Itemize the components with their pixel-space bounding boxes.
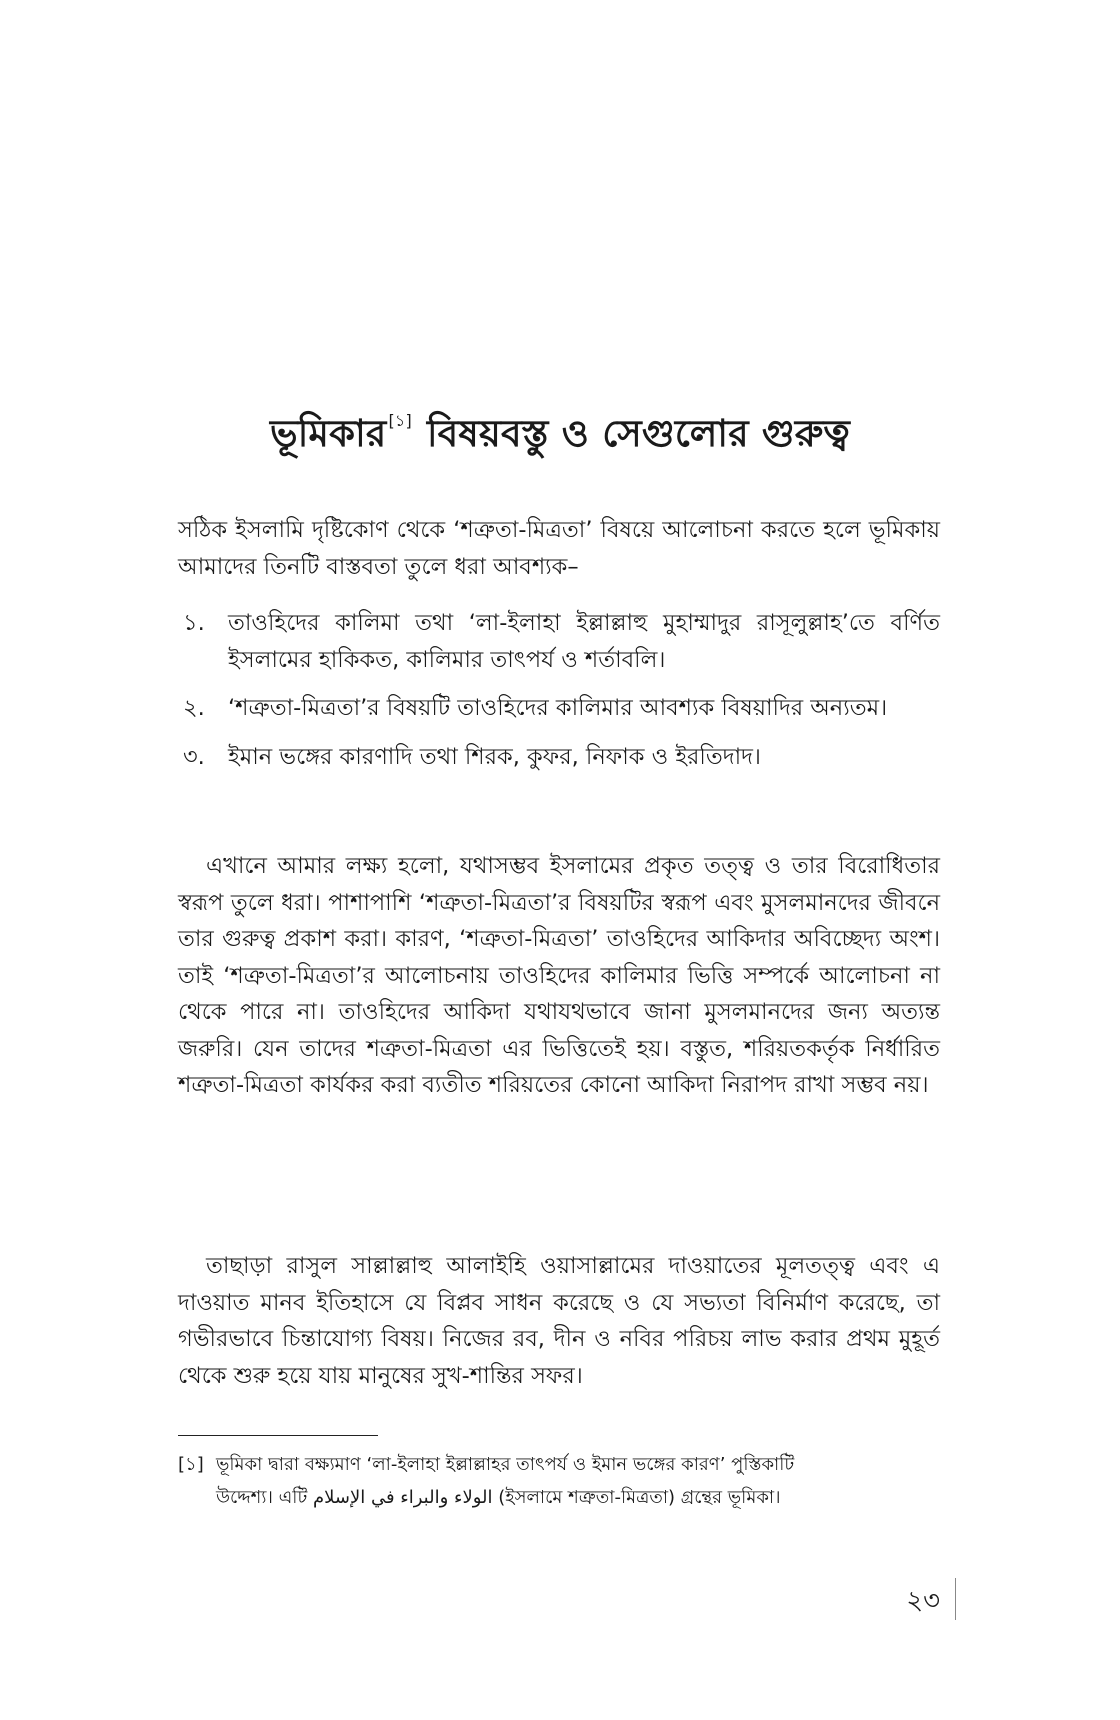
footnote-divider bbox=[178, 1435, 378, 1436]
list-item bbox=[183, 605, 940, 678]
footnote bbox=[178, 1448, 940, 1514]
body-paragraph-2: তাছাড়া রাসুল সাল্লাল্লাহু আলাইহি ওয়াসাল্লামের দাওয়াতের মূলতত্ত্ব এবং এ দাওয়াত মানব ইতিহাসে যে বিপ্লব সাধন করেছে ও যে সভ্যতা বিনির্মাণ করেছে, তা গভীরভাবে চিন্তাযোগ্য বিষয়। নিজের রব, দীন ও নবির পরিচয় লাভ করার প্রথম মুহূর্ত থেকে শুরু হয়ে যায় মানুষের সুখ-শান্তির সফর। bbox=[178, 1253, 940, 1389]
footnote-mark: [১] bbox=[178, 1454, 204, 1475]
footnote-arabic-title: الولاء والبراء في الإسلام bbox=[312, 1487, 493, 1508]
page-number: ২৩ bbox=[906, 1586, 940, 1616]
page-number-divider bbox=[955, 1578, 956, 1620]
footnote-line-1: ভূমিকা দ্বারা বক্ষ্যমাণ ‘লা-ইলাহা ইল্লাল্লাহর তাৎপর্য ও ইমান ভঙ্গের কারণ’ পুস্তিকাটি bbox=[216, 1454, 795, 1475]
reality-list bbox=[183, 605, 940, 787]
page-title bbox=[0, 404, 1120, 467]
footnote-line-2 bbox=[178, 1481, 940, 1514]
body-paragraph-1: এখানে আমার লক্ষ্য হলো, যথাসম্ভব ইসলামের প্রকৃত তত্ত্ব ও তার বিরোধিতার স্বরূপ তুলে ধরা। পাশাপাশি ‘শত্রুতা-মিত্রতা’র বিষয়টির স্বরূপ এবং মুসলমানদের জীবনে তার গুরুত্ব প্রকাশ করা। কারণ, ‘শত্রুতা-মিত্রতা’ তাওহিদের আকিদার অবিচ্ছেদ্য অংশ। তাই ‘শত্রুতা-মিত্রতা’র আলোচনায় তাওহিদের কালিমার ভিত্তি সম্পর্কে আলোচনা না থেকে পারে না। তাওহিদের আকিদা যথাযথভাবে জানা মুসলমানদের জন্য অত্যন্ত জরুরি। যেন তাদের শত্রুতা-মিত্রতা এর ভিত্তিতেই হয়। বস্তুত, শরিয়তকর্তৃক নির্ধারিত শত্রুতা-মিত্রতা কার্যকর করা ব্যতীত শরিয়তের কোনো আকিদা নিরাপদ রাখা সম্ভব নয়। bbox=[178, 853, 940, 1098]
list-item bbox=[183, 690, 940, 727]
title-part-2: বিষয়বস্তু ও সেগুলোর গুরুত্ব bbox=[413, 412, 850, 455]
list-item bbox=[183, 739, 940, 776]
list-text: ‘শত্রুতা-মিত্রতা’র বিষয়টি তাওহিদের কালিমার আবশ্যক বিষয়াদির অন্যতম। bbox=[228, 695, 888, 721]
title-part-1: ভূমিকার bbox=[270, 412, 387, 455]
list-number: ১. bbox=[183, 610, 205, 636]
footnote-text-a: উদ্দেশ্য। এটি bbox=[216, 1487, 313, 1508]
list-text: তাওহিদের কালিমা তথা ‘লা-ইলাহা ইল্লাল্লাহু মুহাম্মাদুর রাসূলুল্লাহ’তে বর্ণিত ইসলামের হাকিকত, কালিমার তাৎপর্য ও শর্তাবলি। bbox=[228, 610, 940, 673]
list-text: ইমান ভঙ্গের কারণাদি তথা শিরক, কুফর, নিফাক ও ইরতিদাদ। bbox=[228, 743, 761, 770]
list-number: ৩. bbox=[183, 743, 205, 770]
intro-paragraph: সঠিক ইসলামি দৃষ্টিকোণ থেকে ‘শত্রুতা-মিত্রতা’ বিষয়ে আলোচনা করতে হলে ভূমিকায় আমাদের তিনটি বাস্তবতা তুলে ধরা আবশ্যক– bbox=[178, 517, 940, 580]
footnote-text-b: (ইসলামে শত্রুতা-মিত্রতা) গ্রন্থের ভূমিকা। bbox=[492, 1487, 781, 1508]
list-number: ২. bbox=[183, 695, 205, 721]
title-footnote-ref[interactable]: [১] bbox=[388, 411, 412, 430]
